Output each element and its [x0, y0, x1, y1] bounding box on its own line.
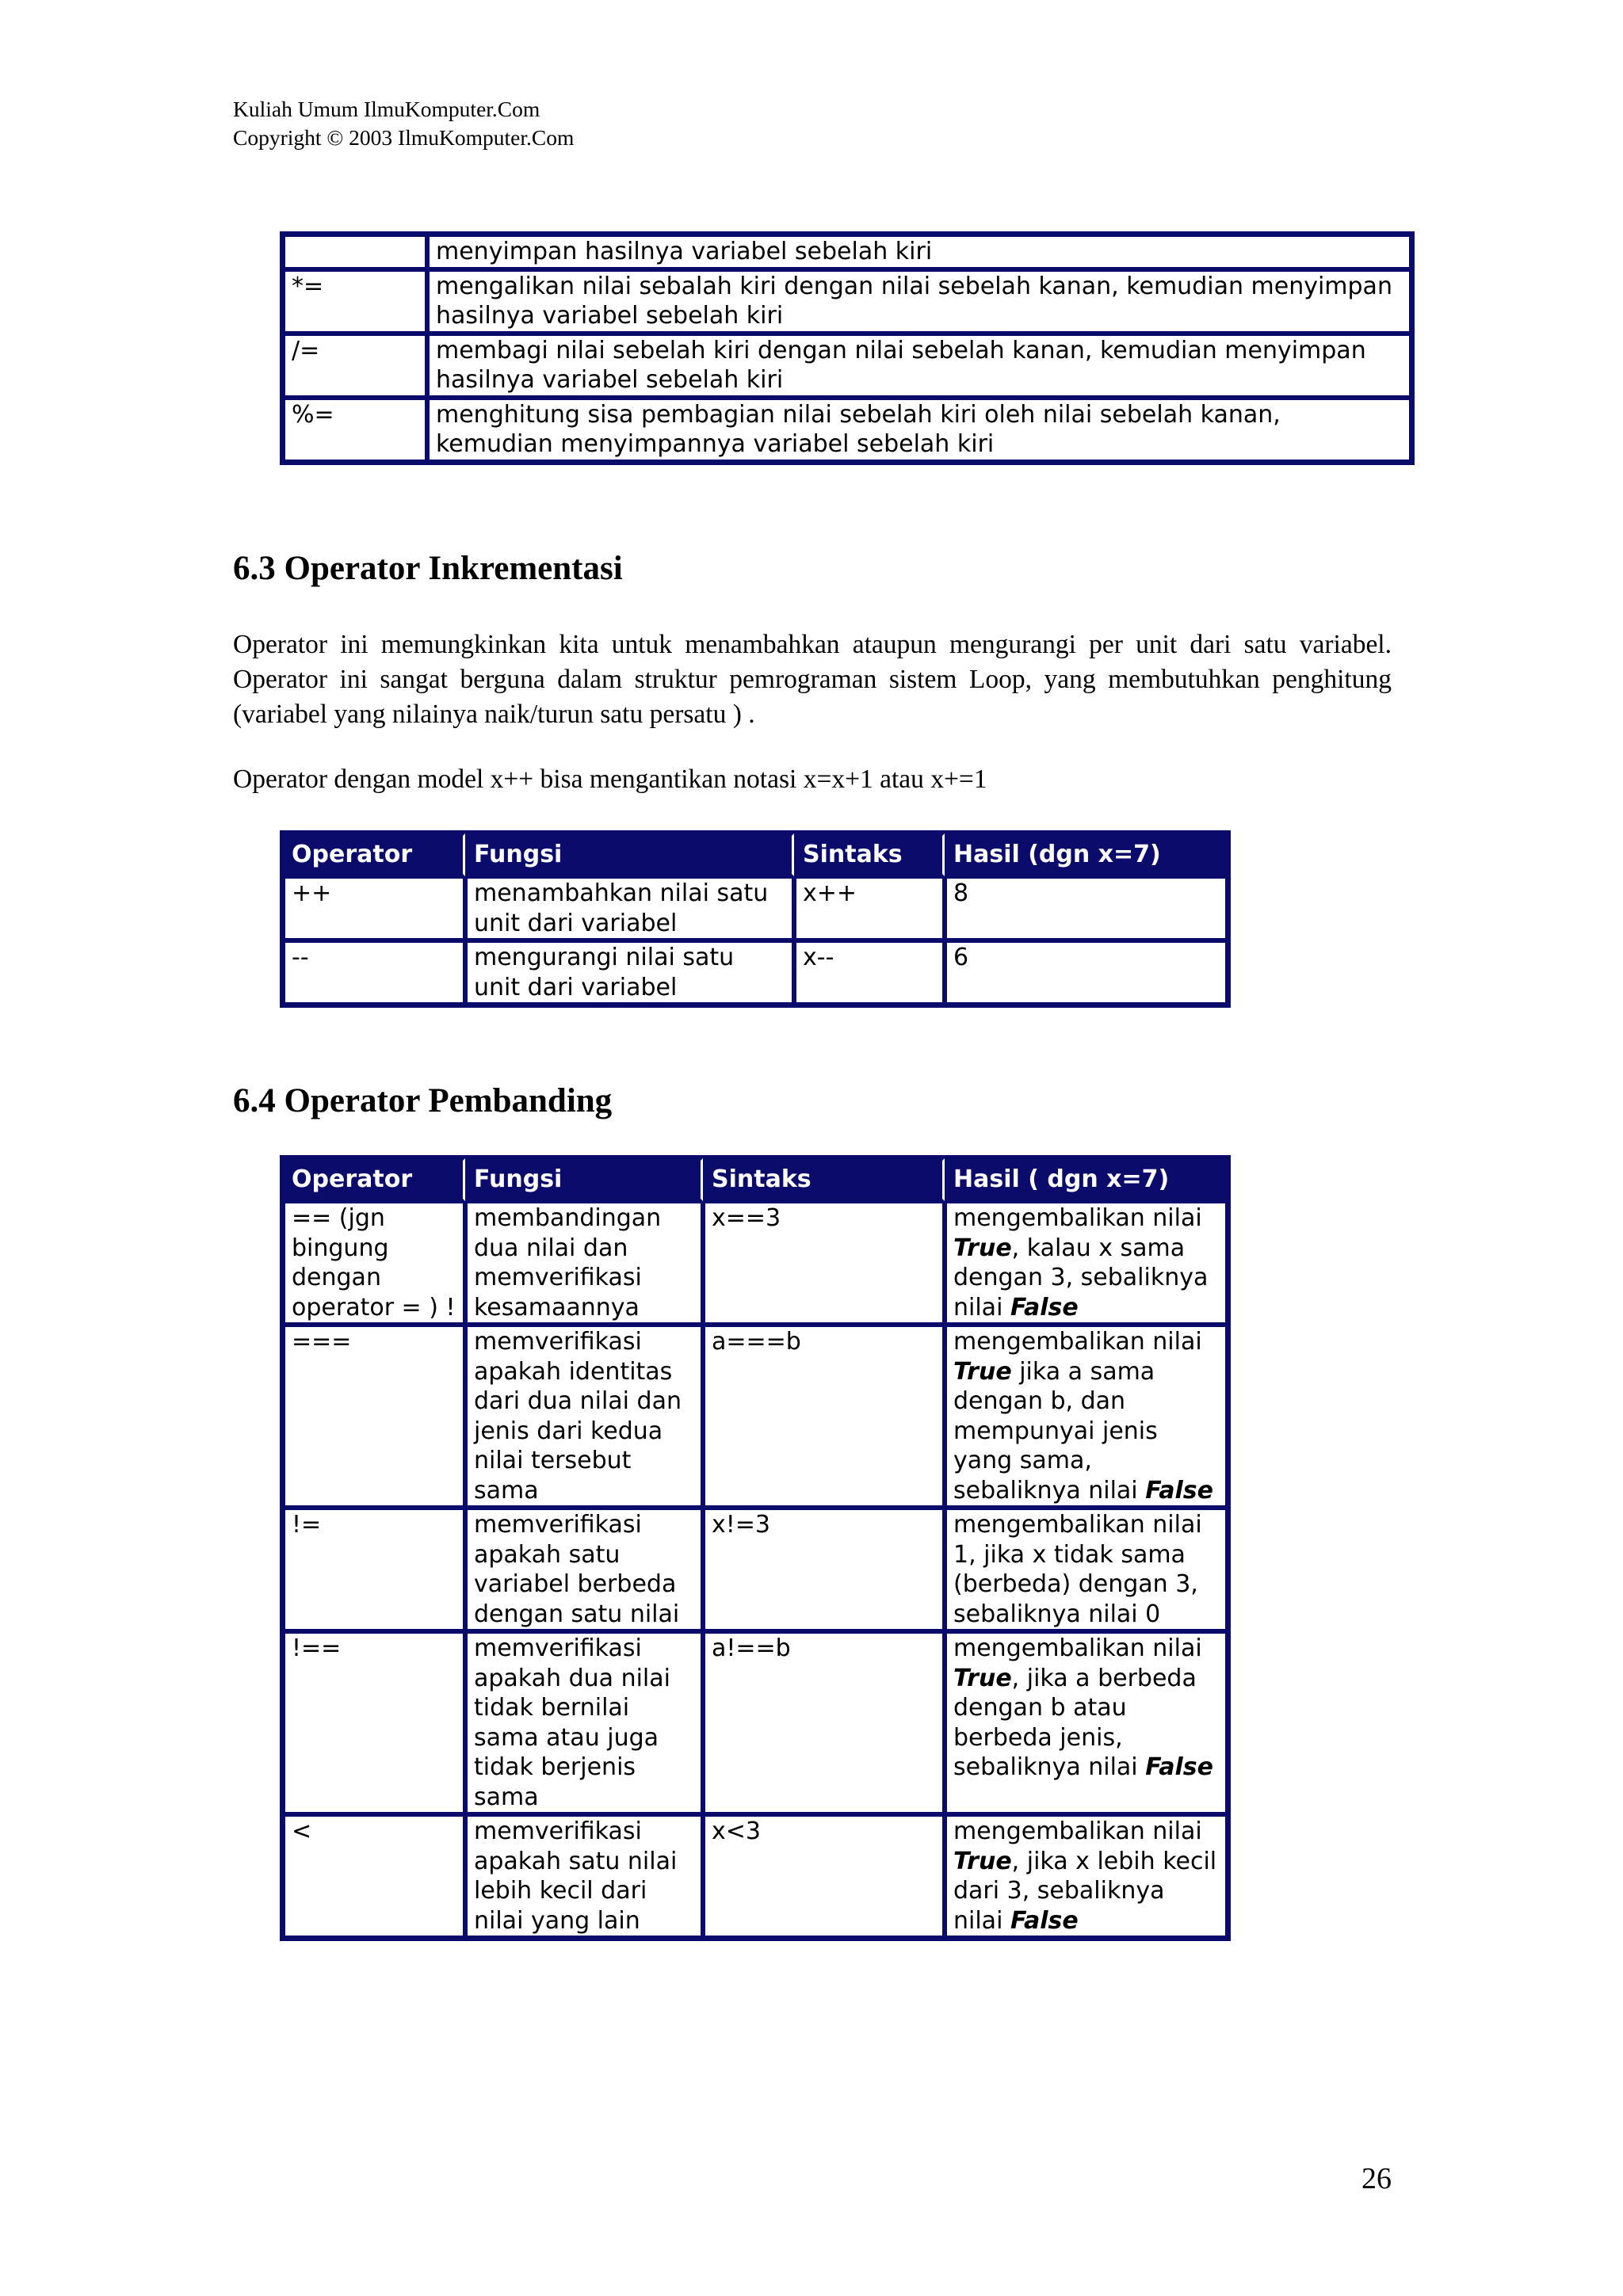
increment-operator-table	[280, 830, 1231, 1008]
operator-cell: %=	[283, 398, 427, 462]
syntax-cell: a===b	[703, 1325, 945, 1508]
result-text: jika a sama dengan b, dan mempunyai jenis yang sama, sebaliknya nilai	[953, 1357, 1158, 1505]
description-cell: menyimpan hasilnya variabel sebelah kiri	[427, 235, 1411, 269]
result-text: mengembalikan nilai	[953, 1634, 1202, 1662]
assignment-operator-table	[280, 231, 1415, 465]
column-header: Hasil ( dgn x=7)	[945, 1158, 1228, 1201]
result-bool-true: True	[953, 1357, 1012, 1386]
comparison-operator-table	[280, 1155, 1231, 1941]
increment-paragraph: Operator ini memungkinkan kita untuk menambahkan ataupun mengurangi per unit dari satu variabel. Operator ini sangat berguna dalam struktur pemrograman sistem Loop, yang membutuhkan penghitung (variabel yang nilainya naik/turun satu persatu ) .	[233, 630, 1392, 729]
assignment-table-body	[283, 235, 1411, 462]
description-cell: mengalikan nilai sebalah kiri dengan nilai sebelah kanan, kemudian menyimpan hasilnya variabel sebelah kiri	[427, 269, 1411, 334]
function-cell: memverifikasi apakah identitas dari dua nilai dan jenis dari kedua nilai tersebut sama	[465, 1325, 703, 1508]
column-header: Hasil (dgn x=7)	[945, 833, 1228, 876]
operator-cell: == (jgn bingung dengan operator = ) !	[283, 1201, 465, 1325]
table-row	[283, 398, 1411, 462]
increment-table-header	[283, 833, 1228, 876]
result-bool-false: False	[1010, 1293, 1079, 1322]
section-heading-increment: 6.3 Operator Inkrementasi	[233, 550, 623, 587]
result-bool-true: True	[953, 1847, 1012, 1875]
page-number: 26	[1361, 2162, 1392, 2195]
operator-cell: !=	[283, 1508, 465, 1631]
table-cell: mengurangi nilai satu unit dari variabel	[465, 940, 794, 1005]
result-bool-false: False	[1145, 1753, 1213, 1781]
column-header: Operator	[283, 833, 465, 876]
function-cell: memverifikasi apakah satu variabel berbeda dengan satu nilai	[465, 1508, 703, 1631]
result-cell	[945, 1201, 1228, 1325]
table-row	[283, 1631, 1228, 1814]
result-bool-true: True	[953, 1234, 1012, 1262]
function-cell: memverifikasi apakah satu nilai lebih kecil dari nilai yang lain	[465, 1814, 703, 1938]
table-cell: menambahkan nilai satu unit dari variabel	[465, 876, 794, 940]
result-bool-false: False	[1010, 1906, 1079, 1935]
table-cell: 8	[945, 876, 1228, 940]
column-header: Fungsi	[465, 1158, 703, 1201]
result-bool-false: False	[1145, 1476, 1213, 1505]
page-header	[233, 95, 574, 152]
table-row	[283, 235, 1411, 269]
column-header: Operator	[283, 1158, 465, 1201]
comparison-table-body	[283, 1201, 1228, 1938]
increment-table-body	[283, 876, 1228, 1005]
table-cell: 6	[945, 940, 1228, 1005]
table-row	[283, 1325, 1228, 1508]
table-cell: x--	[794, 940, 945, 1005]
syntax-cell: x<3	[703, 1814, 945, 1938]
syntax-cell: a!==b	[703, 1631, 945, 1814]
result-text: mengembalikan nilai	[953, 1328, 1202, 1356]
operator-cell: /=	[283, 334, 427, 398]
table-row	[283, 269, 1411, 334]
table-row	[283, 1201, 1228, 1325]
increment-note: Operator dengan model x++ bisa mengantikan notasi x=x+1 atau x+=1	[233, 765, 987, 794]
syntax-cell: x!=3	[703, 1508, 945, 1631]
column-header: Sintaks	[794, 833, 945, 876]
column-header: Sintaks	[703, 1158, 945, 1201]
table-row	[283, 940, 1228, 1005]
table-row	[283, 334, 1411, 398]
operator-cell: ===	[283, 1325, 465, 1508]
result-text: mengembalikan nilai 1, jika x tidak sama (berbeda) dengan 3, sebaliknya nilai 0	[953, 1511, 1202, 1628]
header-line-2: Copyright © 2003 IlmuKomputer.Com	[233, 125, 575, 150]
description-cell: membagi nilai sebelah kiri dengan nilai sebelah kanan, kemudian menyimpan hasilnya variabel sebelah kiri	[427, 334, 1411, 398]
result-cell	[945, 1508, 1228, 1631]
column-header: Fungsi	[465, 833, 794, 876]
table-cell: x++	[794, 876, 945, 940]
result-text: , kalau x sama dengan 3, sebaliknya nilai	[953, 1234, 1209, 1322]
comparison-table-header	[283, 1158, 1228, 1201]
table-row	[283, 1508, 1228, 1631]
header-line-1: Kuliah Umum IlmuKomputer.Com	[233, 97, 540, 121]
table-row	[283, 1814, 1228, 1938]
function-cell: memverifikasi apakah dua nilai tidak bernilai sama atau juga tidak berjenis sama	[465, 1631, 703, 1814]
function-cell: membandingan dua nilai dan memverifikasi kesamaannya	[465, 1201, 703, 1325]
operator-cell: *=	[283, 269, 427, 334]
section-heading-comparison: 6.4 Operator Pembanding	[233, 1082, 613, 1119]
result-text: mengembalikan nilai	[953, 1204, 1202, 1232]
syntax-cell: x==3	[703, 1201, 945, 1325]
result-bool-true: True	[953, 1664, 1012, 1692]
result-text: , jika x lebih kecil dari 3, sebaliknya nilai	[953, 1847, 1217, 1935]
operator-cell	[283, 235, 427, 269]
result-text: , jika a berbeda dengan b atau berbeda jenis, sebaliknya nilai	[953, 1664, 1197, 1781]
operator-cell: <	[283, 1814, 465, 1938]
result-cell	[945, 1631, 1228, 1814]
result-cell	[945, 1814, 1228, 1938]
description-cell: menghitung sisa pembagian nilai sebelah kiri oleh nilai sebelah kanan, kemudian menyimpannya variabel sebelah kiri	[427, 398, 1411, 462]
result-text: mengembalikan nilai	[953, 1817, 1202, 1845]
result-cell	[945, 1325, 1228, 1508]
operator-cell: !==	[283, 1631, 465, 1814]
table-row	[283, 876, 1228, 940]
table-cell: --	[283, 940, 465, 1005]
table-cell: ++	[283, 876, 465, 940]
